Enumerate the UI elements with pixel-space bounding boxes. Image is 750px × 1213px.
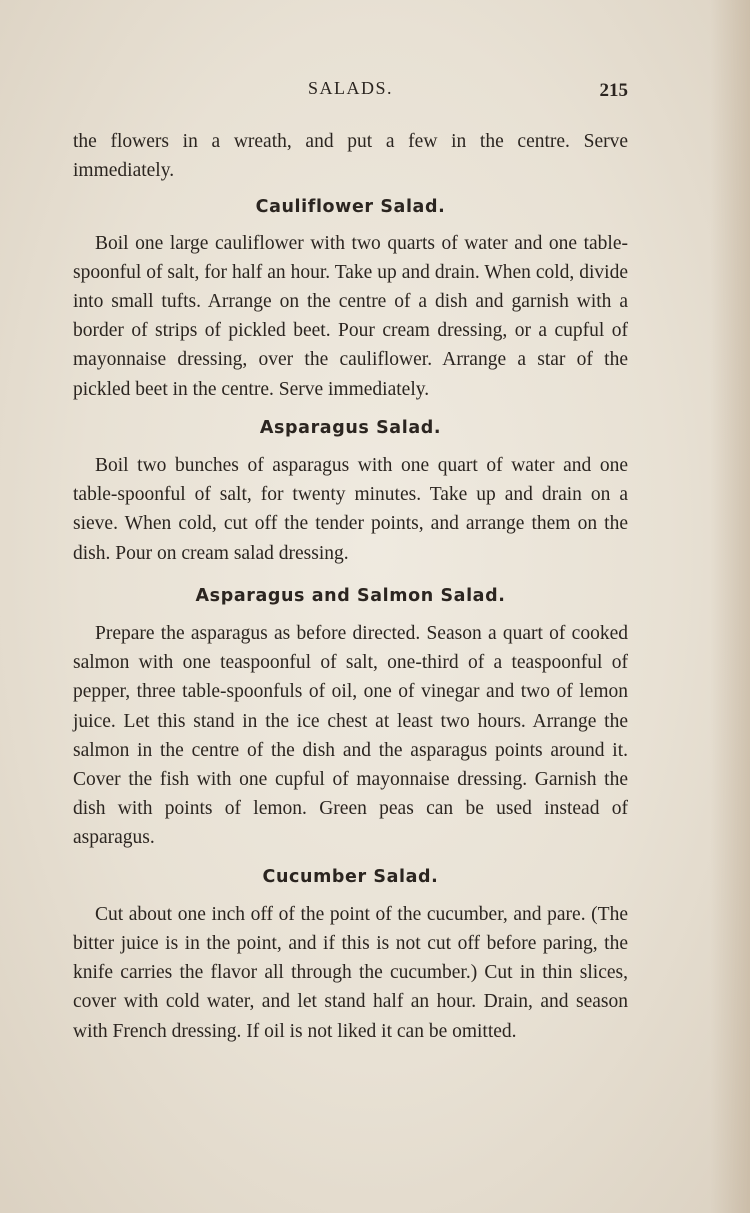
page-number: 215 xyxy=(599,80,628,101)
page-content xyxy=(73,127,628,1046)
running-title: SALADS. xyxy=(307,78,393,98)
recipe-title-cucumber: Cucumber Salad. xyxy=(262,866,439,887)
recipe-text-cucumber: Cut about one inch off of the point of the cucumber, and pare. (The bitter juice is in the point, and if this is not cut off before paring, the knife carries the flavor all through the cucumber.) Cut in thin slices, cover with cold water, and let stand half an hour. Drain, and season with French dressing. If oil is not liked it can be omitted. xyxy=(73,903,628,1042)
recipe-text-cauliflower: Boil one large cauliflower with two quarts of water and one table-spoonful of salt, for half an hour. Take up and drain. When cold, divide into small tufts. Arrange on the centre of a dish and garnish with a border of strips of pickled beet. Pour cream dressing, or a cupful of mayonnaise dressing, over the cauliflower. Arrange a star of the pickled beet in the centre. Serve immediately. xyxy=(73,232,628,400)
recipe-text-asparagus-salmon: Prepare the asparagus as before directed. Season a quart of cooked salmon with one teaspoonful of salt, one-third of a teaspoonful of pepper, three table-spoonfuls of oil, one of vinegar and two of lemon juice. Let this stand in the ice chest at least two hours. Arrange the salmon in the centre of the dish and the asparagus points around it. Cover the fish with one cupful of mayonnaise dressing. Garnish the dish with points of lemon. Green peas can be used instead of asparagus. xyxy=(73,623,628,849)
continued-paragraph: the flowers in a wreath, and put a few in the centre. Serve immediately. xyxy=(73,131,628,182)
recipe-title-asparagus-salmon: Asparagus and Salmon Salad. xyxy=(195,585,506,606)
running-head xyxy=(73,76,628,106)
recipe-text-asparagus: Boil two bunches of asparagus with one quart of water and one table-spoonful of salt, for twenty minutes. Take up and drain on a sieve. When cold, cut off the tender points, and arrange them on the dish. Pour on cream salad dressing. xyxy=(73,455,628,564)
recipe-title-cauliflower: Cauliflower Salad. xyxy=(255,197,446,218)
recipe-title-asparagus: Asparagus Salad. xyxy=(259,417,442,438)
page-edge-stain xyxy=(710,0,750,1213)
